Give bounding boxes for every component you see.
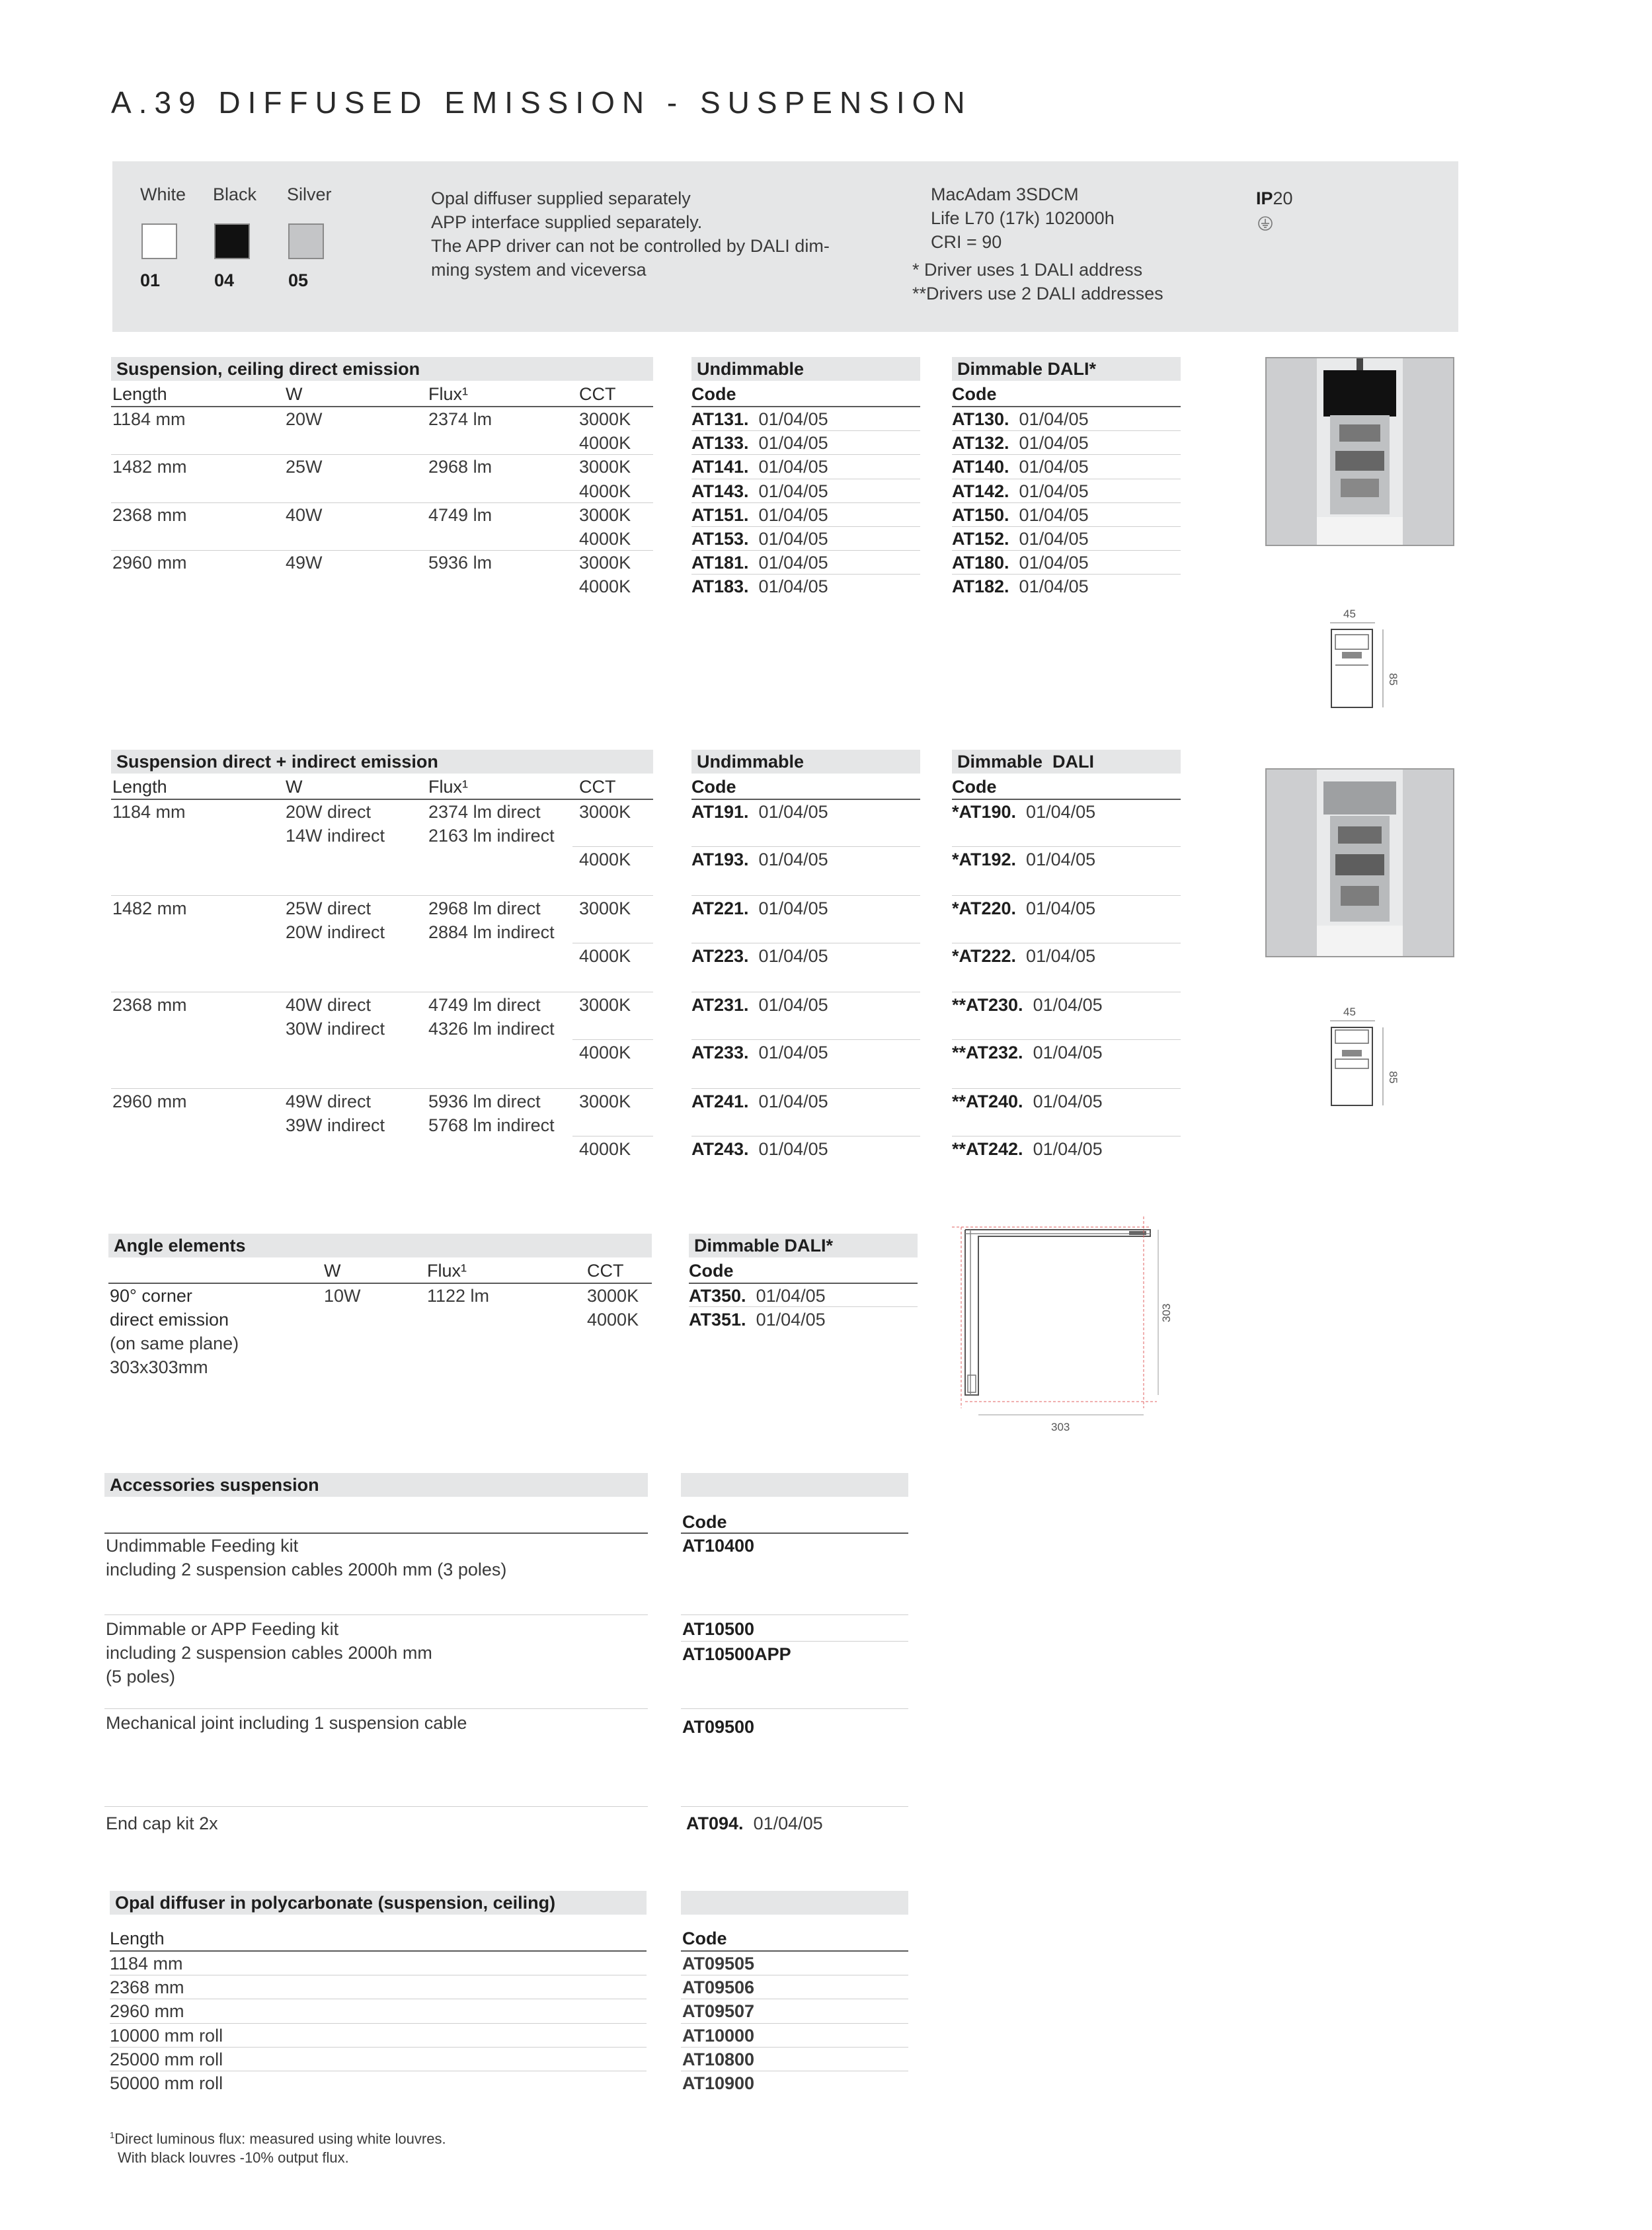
note-line: Opal diffuser supplied separately [431, 188, 691, 208]
page-title: A.39 DIFFUSED EMISSION - SUSPENSION [111, 85, 972, 120]
column-header: CCT [579, 384, 616, 404]
cell-code: AT09507 [682, 2001, 755, 2021]
color-swatch-black [214, 223, 250, 259]
accessory-code: AT094. 01/04/05 [686, 1813, 823, 1833]
cell-cct: 3000K [579, 1092, 631, 1111]
spec-line: * Driver uses 1 DALI address [912, 260, 1143, 280]
section-heading: Angle elements [114, 1236, 246, 1255]
cell-flux: 4326 lm indirect [428, 1019, 555, 1039]
section-heading: Opal diffuser in polycarbonate (suspension, ceiling) [115, 1893, 556, 1913]
row-divider [952, 1088, 1181, 1089]
column-header: Code [689, 1261, 734, 1281]
cell-flux: 2968 lm direct [428, 898, 541, 918]
cell-length: 2960 mm [112, 553, 187, 573]
color-code-black: 04 [214, 270, 235, 290]
ground-symbol-icon [1257, 216, 1273, 235]
table-rule [111, 799, 653, 800]
cell-cct: 3000K [579, 898, 631, 918]
color-label-white: White [140, 184, 186, 204]
cell-cct: 4000K [579, 577, 631, 596]
cell-undimmable-code: AT191. 01/04/05 [691, 802, 828, 822]
dimension-height: 85 [1387, 1071, 1399, 1084]
cell-flux: 5936 lm [428, 553, 492, 573]
cell-length: 50000 mm roll [110, 2073, 223, 2093]
ip-rating: IP20 [1256, 188, 1293, 208]
cell-length: 1184 mm [112, 409, 186, 429]
cell-watt: 40W direct [286, 995, 372, 1015]
column-header: Code [691, 777, 736, 797]
cell-length: 2368 mm [110, 1977, 184, 1997]
cell-length: 2368 mm [112, 995, 187, 1015]
table-rule [111, 406, 653, 407]
cell-watt: 20W indirect [286, 922, 385, 942]
cell-undimmable-code: AT223. 01/04/05 [691, 946, 828, 966]
cell-dimmable-code: **AT230. 01/04/05 [952, 995, 1103, 1015]
cell-length: 2960 mm [110, 2001, 184, 2021]
angle-watt: 10W [324, 1286, 361, 1306]
dimension-height: 85 [1387, 673, 1399, 686]
table-rule [110, 1950, 647, 1952]
cell-dimmable-code: **AT232. 01/04/05 [952, 1043, 1103, 1062]
cell-undimmable-code: AT181. 01/04/05 [691, 553, 828, 573]
spec-line: CRI = 90 [931, 232, 1002, 252]
cell-watt: 49W direct [286, 1092, 372, 1111]
footnote: $^1$Direct luminous flux: measured using white louvres. [110, 2130, 446, 2147]
column-group-heading: Undimmable [697, 752, 805, 772]
cell-undimmable-code: AT153. 01/04/05 [691, 529, 828, 549]
angle-code: AT350. 01/04/05 [689, 1286, 826, 1306]
cell-cct: 4000K [579, 529, 631, 549]
column-header: Code [952, 384, 997, 404]
column-header: Code [682, 1512, 727, 1532]
accessory-desc: (5 poles) [106, 1667, 176, 1687]
note-line: APP interface supplied separately. [431, 212, 703, 232]
cell-length: 2960 mm [112, 1092, 187, 1111]
row-divider [952, 895, 1181, 896]
cell-cct: 3000K [579, 409, 631, 429]
angle-cct: 3000K [587, 1286, 639, 1306]
row-divider [689, 1306, 918, 1307]
accessory-code: AT10400 [682, 1536, 755, 1556]
cell-watt: 25W [286, 457, 323, 477]
accessory-desc: Mechanical joint including 1 suspension cable [106, 1713, 467, 1733]
note-line: ming system and viceversa [431, 260, 647, 280]
row-divider [681, 1614, 908, 1615]
column-header: Code [952, 777, 997, 797]
cell-flux: 2968 lm [428, 457, 492, 477]
cell-dimmable-code: *AT220. 01/04/05 [952, 898, 1096, 918]
angle-cct: 4000K [587, 1310, 639, 1330]
row-divider [691, 1088, 920, 1089]
cell-flux: 4749 lm [428, 505, 492, 525]
dimension-width: 45 [1343, 608, 1356, 620]
cell-dimmable-code: **AT240. 01/04/05 [952, 1092, 1103, 1111]
column-header: W [286, 384, 303, 404]
cell-cct: 4000K [579, 946, 631, 966]
column-header: Length [112, 777, 167, 797]
footnote: With black louvres -10% output flux. [118, 2149, 349, 2166]
angle-desc: 90° corner [110, 1286, 192, 1306]
cell-undimmable-code: AT131. 01/04/05 [691, 409, 828, 429]
cell-watt: 20W direct [286, 802, 372, 822]
cross-section-drawing [1329, 608, 1401, 717]
cell-undimmable-code: AT141. 01/04/05 [691, 457, 828, 477]
accessory-desc: including 2 suspension cables 2000h mm (3 poles) [106, 1560, 507, 1579]
cell-dimmable-code: AT150. 01/04/05 [952, 505, 1089, 525]
cell-watt: 39W indirect [286, 1115, 385, 1135]
cell-undimmable-code: AT193. 01/04/05 [691, 850, 828, 869]
color-label-silver: Silver [287, 184, 332, 204]
cell-code: AT10900 [682, 2073, 755, 2093]
accessory-code: AT10500 [682, 1619, 755, 1639]
cell-dimmable-code: AT182. 01/04/05 [952, 577, 1089, 596]
row-divider [952, 846, 1181, 847]
row-divider [104, 1708, 648, 1709]
angle-desc: 303x303mm [110, 1357, 208, 1377]
cell-length: 1482 mm [112, 898, 187, 918]
note-line: The APP driver can not be controlled by DALI dim- [431, 236, 830, 256]
cell-dimmable-code: AT152. 01/04/05 [952, 529, 1089, 549]
cell-length: 25000 mm roll [110, 2050, 223, 2069]
cell-cct: 3000K [579, 802, 631, 822]
color-code-silver: 05 [288, 270, 309, 290]
column-header: Flux¹ [428, 777, 468, 797]
column-group-heading: Dimmable DALI* [957, 359, 1097, 379]
cell-length: 2368 mm [112, 505, 187, 525]
cell-length: 1482 mm [112, 457, 187, 477]
angle-element-drawing [952, 1216, 1190, 1438]
color-code-white: 01 [140, 270, 161, 290]
cell-dimmable-code: *AT192. 01/04/05 [952, 850, 1096, 869]
cell-undimmable-code: AT143. 01/04/05 [691, 481, 828, 501]
cell-watt: 49W [286, 553, 323, 573]
color-swatch-silver [288, 223, 324, 259]
color-label-black: Black [213, 184, 257, 204]
cell-code: AT10000 [682, 2026, 755, 2046]
row-divider [691, 846, 920, 847]
section-header-bar [681, 1473, 908, 1497]
row-divider [111, 1088, 653, 1089]
row-divider [952, 1039, 1181, 1040]
row-divider [681, 1806, 908, 1807]
row-divider [681, 1708, 908, 1709]
spec-line: Life L70 (17k) 102000h [931, 208, 1115, 228]
accessory-code: AT10500APP [682, 1644, 791, 1664]
cell-flux: 2374 lm direct [428, 802, 541, 822]
cell-flux: 2884 lm indirect [428, 922, 555, 942]
section-heading: Suspension direct + indirect emission [116, 752, 438, 772]
accessory-desc: Dimmable or APP Feeding kit [106, 1619, 339, 1639]
row-divider [104, 1614, 648, 1615]
column-header: Code [691, 384, 736, 404]
angle-flux: 1122 lm [427, 1286, 490, 1306]
dimension-height: 303 [1160, 1303, 1173, 1322]
cell-cct: 4000K [579, 850, 631, 869]
row-divider [111, 550, 653, 551]
cell-dimmable-code: AT130. 01/04/05 [952, 409, 1089, 429]
accessory-desc: Undimmable Feeding kit [106, 1536, 299, 1556]
cross-section-drawing [1329, 1006, 1401, 1115]
cell-dimmable-code: AT180. 01/04/05 [952, 553, 1089, 573]
row-divider [691, 895, 920, 896]
cell-watt: 40W [286, 505, 323, 525]
row-divider [572, 846, 653, 847]
cell-watt: 14W indirect [286, 826, 385, 846]
column-header: CCT [587, 1261, 624, 1281]
row-divider [111, 454, 653, 455]
cell-dimmable-code: AT140. 01/04/05 [952, 457, 1089, 477]
cell-dimmable-code: *AT222. 01/04/05 [952, 946, 1096, 966]
section-heading: Suspension, ceiling direct emission [116, 359, 420, 379]
cell-undimmable-code: AT243. 01/04/05 [691, 1139, 828, 1159]
column-header: Flux¹ [428, 384, 468, 404]
column-group-heading: Undimmable [697, 359, 805, 379]
section-heading: Accessories suspension [110, 1475, 319, 1495]
spec-line: **Drivers use 2 DALI addresses [912, 284, 1163, 303]
column-header: CCT [579, 777, 616, 797]
cell-undimmable-code: AT133. 01/04/05 [691, 433, 828, 453]
cell-cct: 3000K [579, 995, 631, 1015]
cell-cct: 3000K [579, 457, 631, 477]
cell-cct: 3000K [579, 505, 631, 525]
column-header: W [324, 1261, 341, 1281]
row-divider [111, 895, 653, 896]
dimension-width: 45 [1343, 1006, 1356, 1018]
cell-dimmable-code: AT132. 01/04/05 [952, 433, 1089, 453]
cell-flux: 2374 lm [428, 409, 492, 429]
cell-watt: 20W [286, 409, 323, 429]
angle-desc: (on same plane) [110, 1334, 239, 1353]
cell-undimmable-code: AT151. 01/04/05 [691, 505, 828, 525]
cell-watt: 25W direct [286, 898, 372, 918]
cell-cct: 4000K [579, 1043, 631, 1062]
cell-undimmable-code: AT221. 01/04/05 [691, 898, 828, 918]
cell-watt: 30W indirect [286, 1019, 385, 1039]
cell-dimmable-code: AT142. 01/04/05 [952, 481, 1089, 501]
cell-flux: 4749 lm direct [428, 995, 541, 1015]
column-header: W [286, 777, 303, 797]
cell-dimmable-code: *AT190. 01/04/05 [952, 802, 1096, 822]
row-divider [104, 1806, 648, 1807]
column-group-heading: Dimmable DALI* [694, 1236, 834, 1255]
cell-cct: 4000K [579, 481, 631, 501]
spec-line: MacAdam 3SDCM [931, 184, 1079, 204]
cell-code: AT09506 [682, 1977, 755, 1997]
accessory-desc: End cap kit 2x [106, 1813, 218, 1833]
cell-undimmable-code: AT231. 01/04/05 [691, 995, 828, 1015]
cell-code: AT10800 [682, 2050, 755, 2069]
cell-code: AT09505 [682, 1954, 755, 1973]
column-header: Length [110, 1929, 165, 1948]
angle-desc: direct emission [110, 1310, 229, 1330]
row-divider [111, 502, 653, 503]
cell-undimmable-code: AT233. 01/04/05 [691, 1043, 828, 1062]
cell-length: 1184 mm [112, 802, 186, 822]
column-header: Length [112, 384, 167, 404]
column-group-heading: Dimmable DALI [957, 752, 1095, 772]
row-divider [572, 1039, 653, 1040]
cell-length: 10000 mm roll [110, 2026, 223, 2046]
angle-code: AT351. 01/04/05 [689, 1310, 826, 1330]
section-header-bar [681, 1891, 908, 1915]
cell-undimmable-code: AT183. 01/04/05 [691, 577, 828, 596]
row-divider [681, 1641, 908, 1642]
column-header: Code [682, 1929, 727, 1948]
cell-cct: 3000K [579, 553, 631, 573]
color-swatch-white [141, 223, 177, 259]
column-header: Flux¹ [427, 1261, 467, 1281]
cell-cct: 4000K [579, 1139, 631, 1159]
accessory-code: AT09500 [682, 1717, 755, 1737]
cell-flux: 5768 lm indirect [428, 1115, 555, 1135]
accessory-desc: including 2 suspension cables 2000h mm [106, 1643, 432, 1663]
row-divider [691, 1039, 920, 1040]
cell-flux: 2163 lm indirect [428, 826, 555, 846]
cell-flux: 5936 lm direct [428, 1092, 541, 1111]
cell-cct: 4000K [579, 433, 631, 453]
cell-length: 1184 mm [110, 1954, 183, 1973]
dimension-width: 303 [1051, 1421, 1070, 1433]
product-photo-direct [1265, 357, 1454, 546]
product-photo-direct-indirect [1265, 768, 1454, 957]
cell-undimmable-code: AT241. 01/04/05 [691, 1092, 828, 1111]
cell-dimmable-code: **AT242. 01/04/05 [952, 1139, 1103, 1159]
